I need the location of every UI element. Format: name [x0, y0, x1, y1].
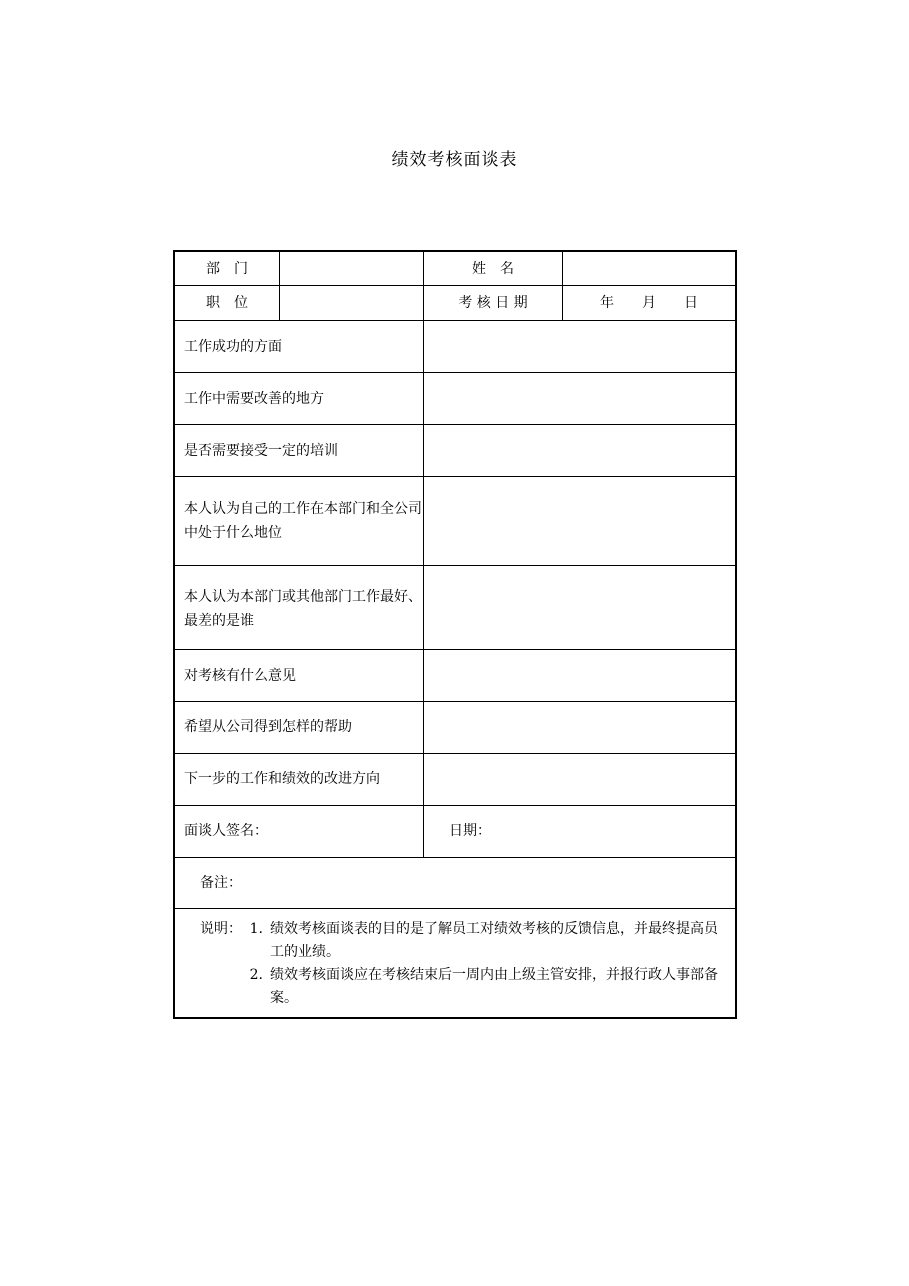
interviewer-signature-label: 面谈人签名：: [184, 823, 268, 839]
signature-date-label: 日期：: [449, 823, 491, 839]
question-label: 本人认为本部门或其他部门工作最好、最差的是谁: [184, 589, 422, 629]
answer-field[interactable]: [424, 702, 735, 753]
notes-section: [175, 918, 735, 1018]
note-number: 2.: [249, 967, 263, 983]
position-label: 职 位: [206, 295, 248, 311]
answer-field[interactable]: [424, 425, 735, 476]
answer-field[interactable]: [424, 477, 735, 565]
note-text: 绩效考核面谈应在考核结束后一周内由上级主管安排，并报行政人事部备案。: [270, 967, 718, 1006]
question-label: 下一步的工作和绩效的改进方向: [184, 771, 380, 787]
answer-field[interactable]: [424, 754, 735, 805]
answer-field[interactable]: [424, 566, 735, 649]
note-text: 绩效考核面谈表的目的是了解员工对绩效考核的反馈信息，并最终提高员工的业绩。: [270, 921, 718, 960]
name-label: 姓 名: [472, 261, 514, 277]
notes-label: 说明：: [200, 921, 242, 937]
question-label: 本人认为自己的工作在本部门和全公司中处于什么地位: [184, 501, 422, 541]
review-date-label: 考 核 日 期: [458, 295, 528, 311]
interview-form-table: [173, 250, 737, 1019]
department-label: 部 门: [206, 261, 248, 277]
question-label: 工作中需要改善的地方: [184, 391, 324, 407]
department-field[interactable]: [280, 252, 422, 285]
remarks-label: 备注：: [200, 875, 242, 891]
answer-field[interactable]: [424, 373, 735, 424]
answer-field[interactable]: [424, 321, 735, 372]
name-field[interactable]: [563, 252, 735, 285]
question-label: 希望从公司得到怎样的帮助: [184, 719, 352, 735]
position-field[interactable]: [280, 286, 422, 320]
note-number: 1.: [249, 921, 263, 937]
review-date-field[interactable]: 年 月 日: [600, 295, 698, 311]
question-label: 对考核有什么意见: [184, 668, 296, 684]
question-label: 工作成功的方面: [184, 339, 282, 355]
question-label: 是否需要接受一定的培训: [184, 443, 338, 459]
document-title: 绩效考核面谈表: [391, 150, 518, 170]
answer-field[interactable]: [424, 650, 735, 701]
